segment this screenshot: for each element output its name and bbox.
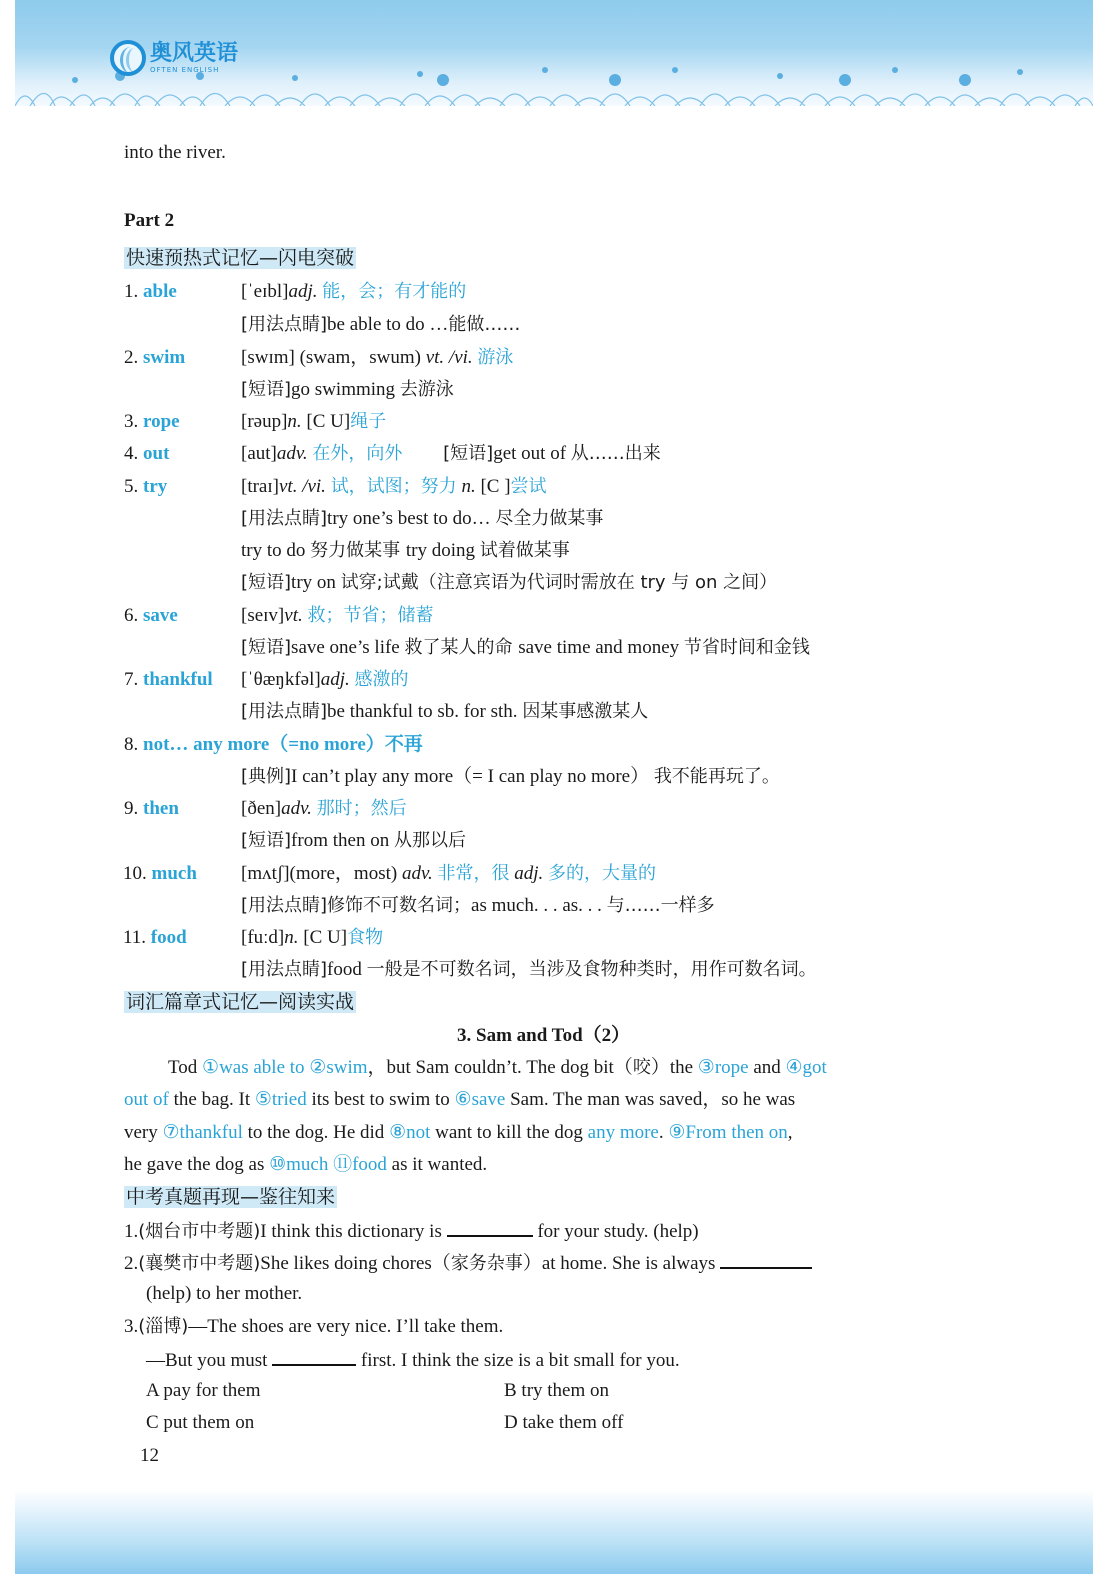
brand-logo [110, 40, 238, 76]
vocab-note: [用法点睛]try one’s best to do… 尽全力做某事 [241, 508, 604, 529]
vocab-entry-thankful: 7. thankful [124, 669, 213, 690]
vocab-note: [用法点睛]修饰不可数名词；as much. . . as. . . 与……一样多 [241, 895, 715, 916]
vocab-definition: [swɪm] (swam，swum) vt. /vi. 游泳 [241, 347, 514, 368]
vocab-note: [用法点睛]be thankful to sb. for sth. 因某事感激某人 [241, 701, 649, 722]
vocab-definition: [aut]adv. 在外，向外 [短语]get out of 从……出来 [241, 443, 661, 464]
page-number: 12 [140, 1445, 159, 1466]
section-heading-exam: 中考真题再现—鉴往知来 [126, 1186, 336, 1208]
vocab-definition: [fuːd]n. [C U]食物 [241, 927, 384, 948]
exam-question-2: 2.(襄樊市中考题)She likes doing chores（家务杂事）at home. She is always [124, 1249, 812, 1277]
vocab-note: try to do 努力做某事 try doing 试着做某事 [241, 540, 570, 561]
vocab-definition: [ˈθæŋkfəl]adj. 感激的 [241, 669, 409, 690]
headword: much [151, 863, 197, 884]
story-line-3: very ⑦thankful to the dog. He did ⑧not want to kill the dog any more. ⑨From then on, [124, 1122, 793, 1143]
part-title: Part 2 [124, 210, 175, 231]
headword: try [143, 476, 168, 497]
vocab-note: [短语]go swimming 去游泳 [241, 379, 454, 400]
headword: able [143, 281, 177, 302]
vocab-definition: [ðen]adv. 那时；然后 [241, 798, 407, 819]
logo-english-name: OFTEN ENGLISH [150, 65, 220, 74]
section-heading-reading: 词汇篇章式记忆—阅读实战 [126, 991, 355, 1013]
headword: save [143, 605, 178, 626]
vocab-note: [短语]try on 试穿;试戴（注意宾语为代词时需放在 try 与 on 之间） [241, 572, 778, 593]
option-b[interactable]: B try them on [504, 1380, 610, 1401]
answer-blank[interactable] [272, 1346, 356, 1366]
vocab-entry-swim: 2. swim [124, 347, 186, 368]
vocab-note: [短语]from then on 从那以后 [241, 830, 466, 851]
story-line-2: out of the bag. It ⑤tried its best to swim to ⑥save Sam. The man was saved，so he was [124, 1089, 796, 1110]
vocab-entry-out: 4. out [124, 443, 170, 464]
headword: rope [143, 411, 180, 432]
section-heading-warmup: 快速预热式记忆—闪电突破 [126, 247, 355, 269]
vocab-entry-not-any-more: 8. not… any more（=no more）不再 [124, 734, 423, 755]
vocab-note: [典例]I can’t play any more（= I can play no more） 我不能再玩了。 [241, 766, 780, 787]
headword: swim [143, 347, 186, 368]
footer-banner [15, 1490, 1093, 1574]
vocab-entry-much: 10. much [123, 863, 197, 884]
logo-wave-icon [110, 40, 146, 76]
headword: food [150, 927, 187, 948]
header-banner [15, 0, 1093, 106]
option-a[interactable]: A pay for them [146, 1380, 261, 1401]
exam-question-2-cont: (help) to her mother. [146, 1283, 303, 1304]
vocab-entry-able: 1. able [124, 281, 177, 302]
vocab-entry-then: 9. then [124, 798, 179, 819]
answer-blank[interactable] [447, 1217, 533, 1237]
vocab-entry-save: 6. save [124, 605, 178, 626]
exam-question-3-line2: —But you must first. I think the size is a bit small for you. [146, 1346, 680, 1374]
headword: out [143, 443, 170, 464]
headword: then [143, 798, 179, 819]
exam-question-1: 1.(烟台市中考题)I think this dictionary is for your study. (help) [124, 1217, 699, 1245]
option-d[interactable]: D take them off [504, 1412, 624, 1433]
vocab-note: [短语]save one’s life 救了某人的命 save time and money 节省时间和金钱 [241, 637, 810, 658]
story-title: 3. Sam and Tod（2） [457, 1025, 631, 1046]
vocab-definition: [ˈeɪbl]adj. 能，会；有才能的 [241, 281, 467, 302]
vocab-entry-rope: 3. rope [124, 411, 180, 432]
headword: not… any more（=no more）不再 [143, 734, 423, 755]
vocab-entry-try: 5. try [124, 476, 168, 497]
vocab-note: [用法点睛]food 一般是不可数名词，当涉及食物种类时，用作可数名词。 [241, 959, 817, 980]
vocab-definition: [mʌtʃ](more，most) adv. 非常，很 adj. 多的，大量的 [241, 863, 657, 884]
logo-chinese-name: 奥风英语 [150, 40, 239, 66]
continued-text: into the river. [124, 142, 226, 163]
headword: thankful [143, 669, 213, 690]
story-line-1: Tod ①was able to ②swim，but Sam couldn’t. The dog bit（咬）the ③rope and ④got [168, 1057, 827, 1078]
vocab-definition: [traɪ]vt. /vi. 试，试图；努力 n. [C ]尝试 [241, 476, 547, 497]
vocab-entry-food: 11. food [123, 927, 187, 948]
vocab-definition: [seɪv]vt. 救；节省；储蓄 [241, 605, 434, 626]
answer-blank[interactable] [720, 1249, 812, 1269]
option-c[interactable]: C put them on [146, 1412, 255, 1433]
story-line-4: he gave the dog as ⑩much ⑪food as it wanted. [124, 1154, 488, 1175]
vocab-definition: [rəup]n. [C U]绳子 [241, 411, 387, 432]
vocab-note: [用法点睛]be able to do …能做…… [241, 314, 521, 335]
exam-question-3: 3.(淄博)—The shoes are very nice. I’ll take them. [124, 1316, 504, 1337]
